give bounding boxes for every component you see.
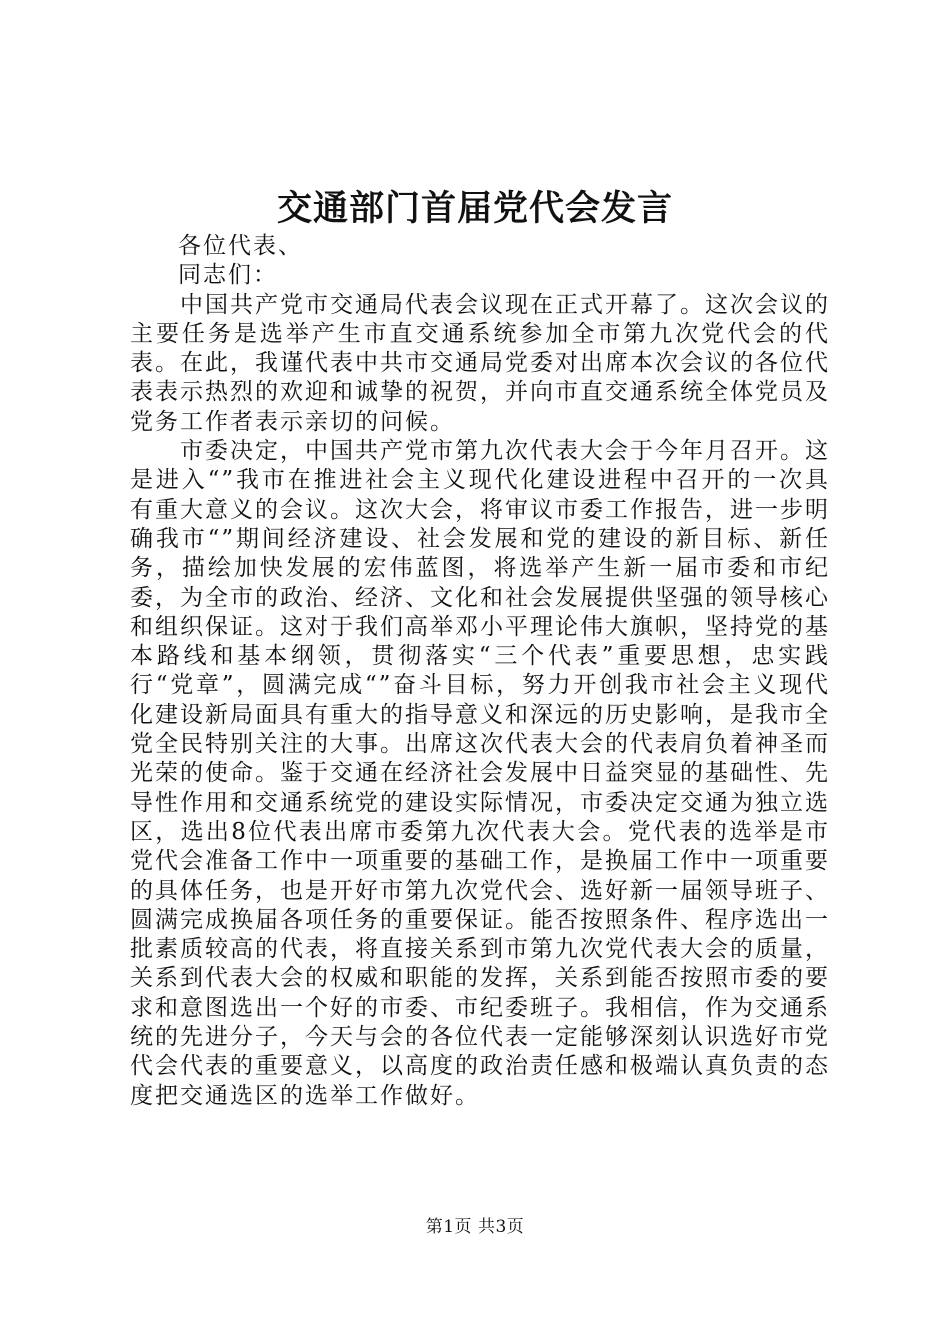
paragraph-main: 市委决定，中国共产党市第九次代表大会于今年月召开。这是进入“”我市在推进社会主义现代化建设进程中召开的一次具有重大意义的会议。这次大会，将审议市委工作报告，进一步明确我市“”期间经济建设、社会发展和党的建设的新目标、新任务，描绘加快发展的宏伟蓝图，将选举产生新一届市委和市纪委，为全市的政治、经济、文化和社会发展提供坚强的领导核心和组织保证。这对于我们高举邓小平理论伟大旗帜，坚持党的基本路线和基本纲领，贯彻落实“三个代表”重要思想，忠实践行“党章”，圆满完成“”奋斗目标，努力开创我市社会主义现代化建设新局面具有重大的指导意义和深远的历史影响，是我市全党全民特别关注的大事。出席这次代表大会的代表肩负着神圣而光荣的使命。鉴于交通在经济社会发展中日益突显的基础性、先导性作用和交通系统党的建设实际情况，市委决定交通为独立选区，选出8位代表出席市委第九次代表大会。党代表的选举是市党代会准备工作中一项重要的基础工作，是换届工作中一项重要的具体任务，也是开好市第九次党代会、选好新一届领导班子、圆满完成换届各项任务的重要保证。能否按照条件、程序选出一批素质较高的代表，将直接关系到市第九次党代表大会的质量，关系到代表大会的权威和职能的发挥，关系到能否按照市委的要求和意图选出一个好的市委、市纪委班子。我相信，作为交通系统的先进分子，今天与会的各位代表一定能够深刻认识选好市党代会代表的重要意义，以高度的政治责任感和极端认真负责的态度把交通选区的选举工作做好。 xyxy=(130,438,830,1109)
document-title: 交通部门首届党代会发言 xyxy=(276,188,673,229)
paragraph-opening: 中国共产党市交通局代表会议现在正式开幕了。这次会议的主要任务是选举产生市直交通系统参加全市第九次党代会的代表。在此，我谨代表中共市交通局党委对出席本次会议的各位代表表示热烈的欢迎和诚挚的祝贺，并向市直交通系统全体党员及党务工作者表示亲切的问候。 xyxy=(130,291,830,435)
page-number-footer: 第1页 共3页 xyxy=(425,1217,525,1237)
document-body xyxy=(130,232,830,1111)
salutation-line-1: 各位代表、 xyxy=(178,233,303,259)
salutation-line-2: 同志们： xyxy=(178,262,278,289)
